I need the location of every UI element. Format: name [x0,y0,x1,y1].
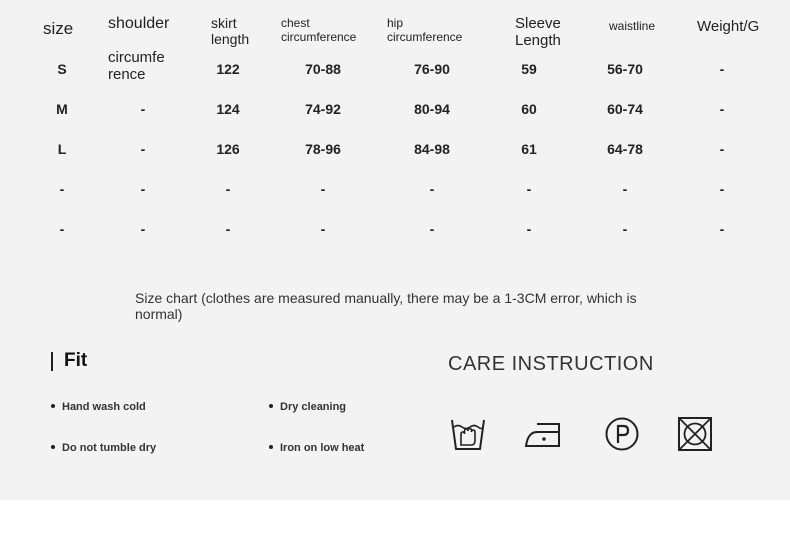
fit-item-iron-low-heat: Iron on low heat [269,442,364,454]
table-cell: 124 [216,101,240,117]
table-cell: M [56,101,68,117]
table-cell: - [719,181,725,197]
iron-icon [523,418,565,450]
table-cell: L [57,141,67,157]
fit-item-no-tumble-dry: Do not tumble dry [51,442,156,454]
header-shoulder-subheader: circumfe rence [108,49,165,83]
table-cell: 70-88 [305,61,341,77]
table-cell: - [526,221,532,237]
table-cell: - [225,181,231,197]
care-instruction-title: CARE INSTRUCTION [448,353,654,375]
table-cell: - [59,181,65,197]
table-cell: - [320,221,326,237]
table-cell: - [140,101,146,117]
table-cell: 74-92 [305,101,341,117]
table-cell: - [719,221,725,237]
header-weight: Weight/G [697,18,760,35]
bullet-icon [51,445,55,449]
no-tumble-dry-icon [677,416,713,452]
table-cell: - [622,221,628,237]
table-cell: 60-74 [607,101,643,117]
table-cell: - [140,221,146,237]
fit-title: Fit [64,350,88,371]
size-chart-note: Size chart (clothes are measured manually, there may be a 1-3CM error, which is normal) [135,290,637,322]
bullet-icon [51,404,55,408]
table-cell: - [429,181,435,197]
header-skirt-length: skirt length [211,15,250,48]
header-shoulder: shoulder [108,15,170,32]
table-cell: 126 [216,141,240,157]
table-cell: 61 [521,141,537,157]
bullet-icon [269,445,273,449]
table-cell: - [429,221,435,237]
table-cell: S [57,61,67,77]
header-waistline: waistline [609,19,656,33]
table-cell: 84-98 [414,141,450,157]
table-cell: 122 [216,61,240,77]
table-cell: - [140,181,146,197]
fit-item-hand-wash: Hand wash cold [51,401,146,413]
table-cell: 56-70 [607,61,643,77]
table-cell: - [320,181,326,197]
header-sleeve-length: Sleeve Length [515,15,561,50]
table-cell: - [59,221,65,237]
table-cell: 78-96 [305,141,341,157]
table-cell: - [526,181,532,197]
dry-clean-p-icon [604,416,640,452]
bullet-icon [269,404,273,408]
table-cell: 80-94 [414,101,450,117]
hand-wash-icon [450,415,486,453]
table-cell: 60 [521,101,537,117]
fit-item-dry-cleaning: Dry cleaning [269,401,346,413]
header-chest-circumference: chest circumference [281,16,357,44]
table-cell: - [719,101,725,117]
table-cell: 59 [521,61,537,77]
table-cell: 76-90 [414,61,450,77]
header-hip-circumference: hip circumference [387,16,463,44]
table-cell: - [719,61,725,77]
fit-accent-bar [51,352,53,371]
table-cell: - [140,141,146,157]
table-cell: - [225,221,231,237]
table-cell: - [622,181,628,197]
table-cell: 64-78 [607,141,643,157]
table-cell: - [719,141,725,157]
header-size: size [43,19,74,38]
